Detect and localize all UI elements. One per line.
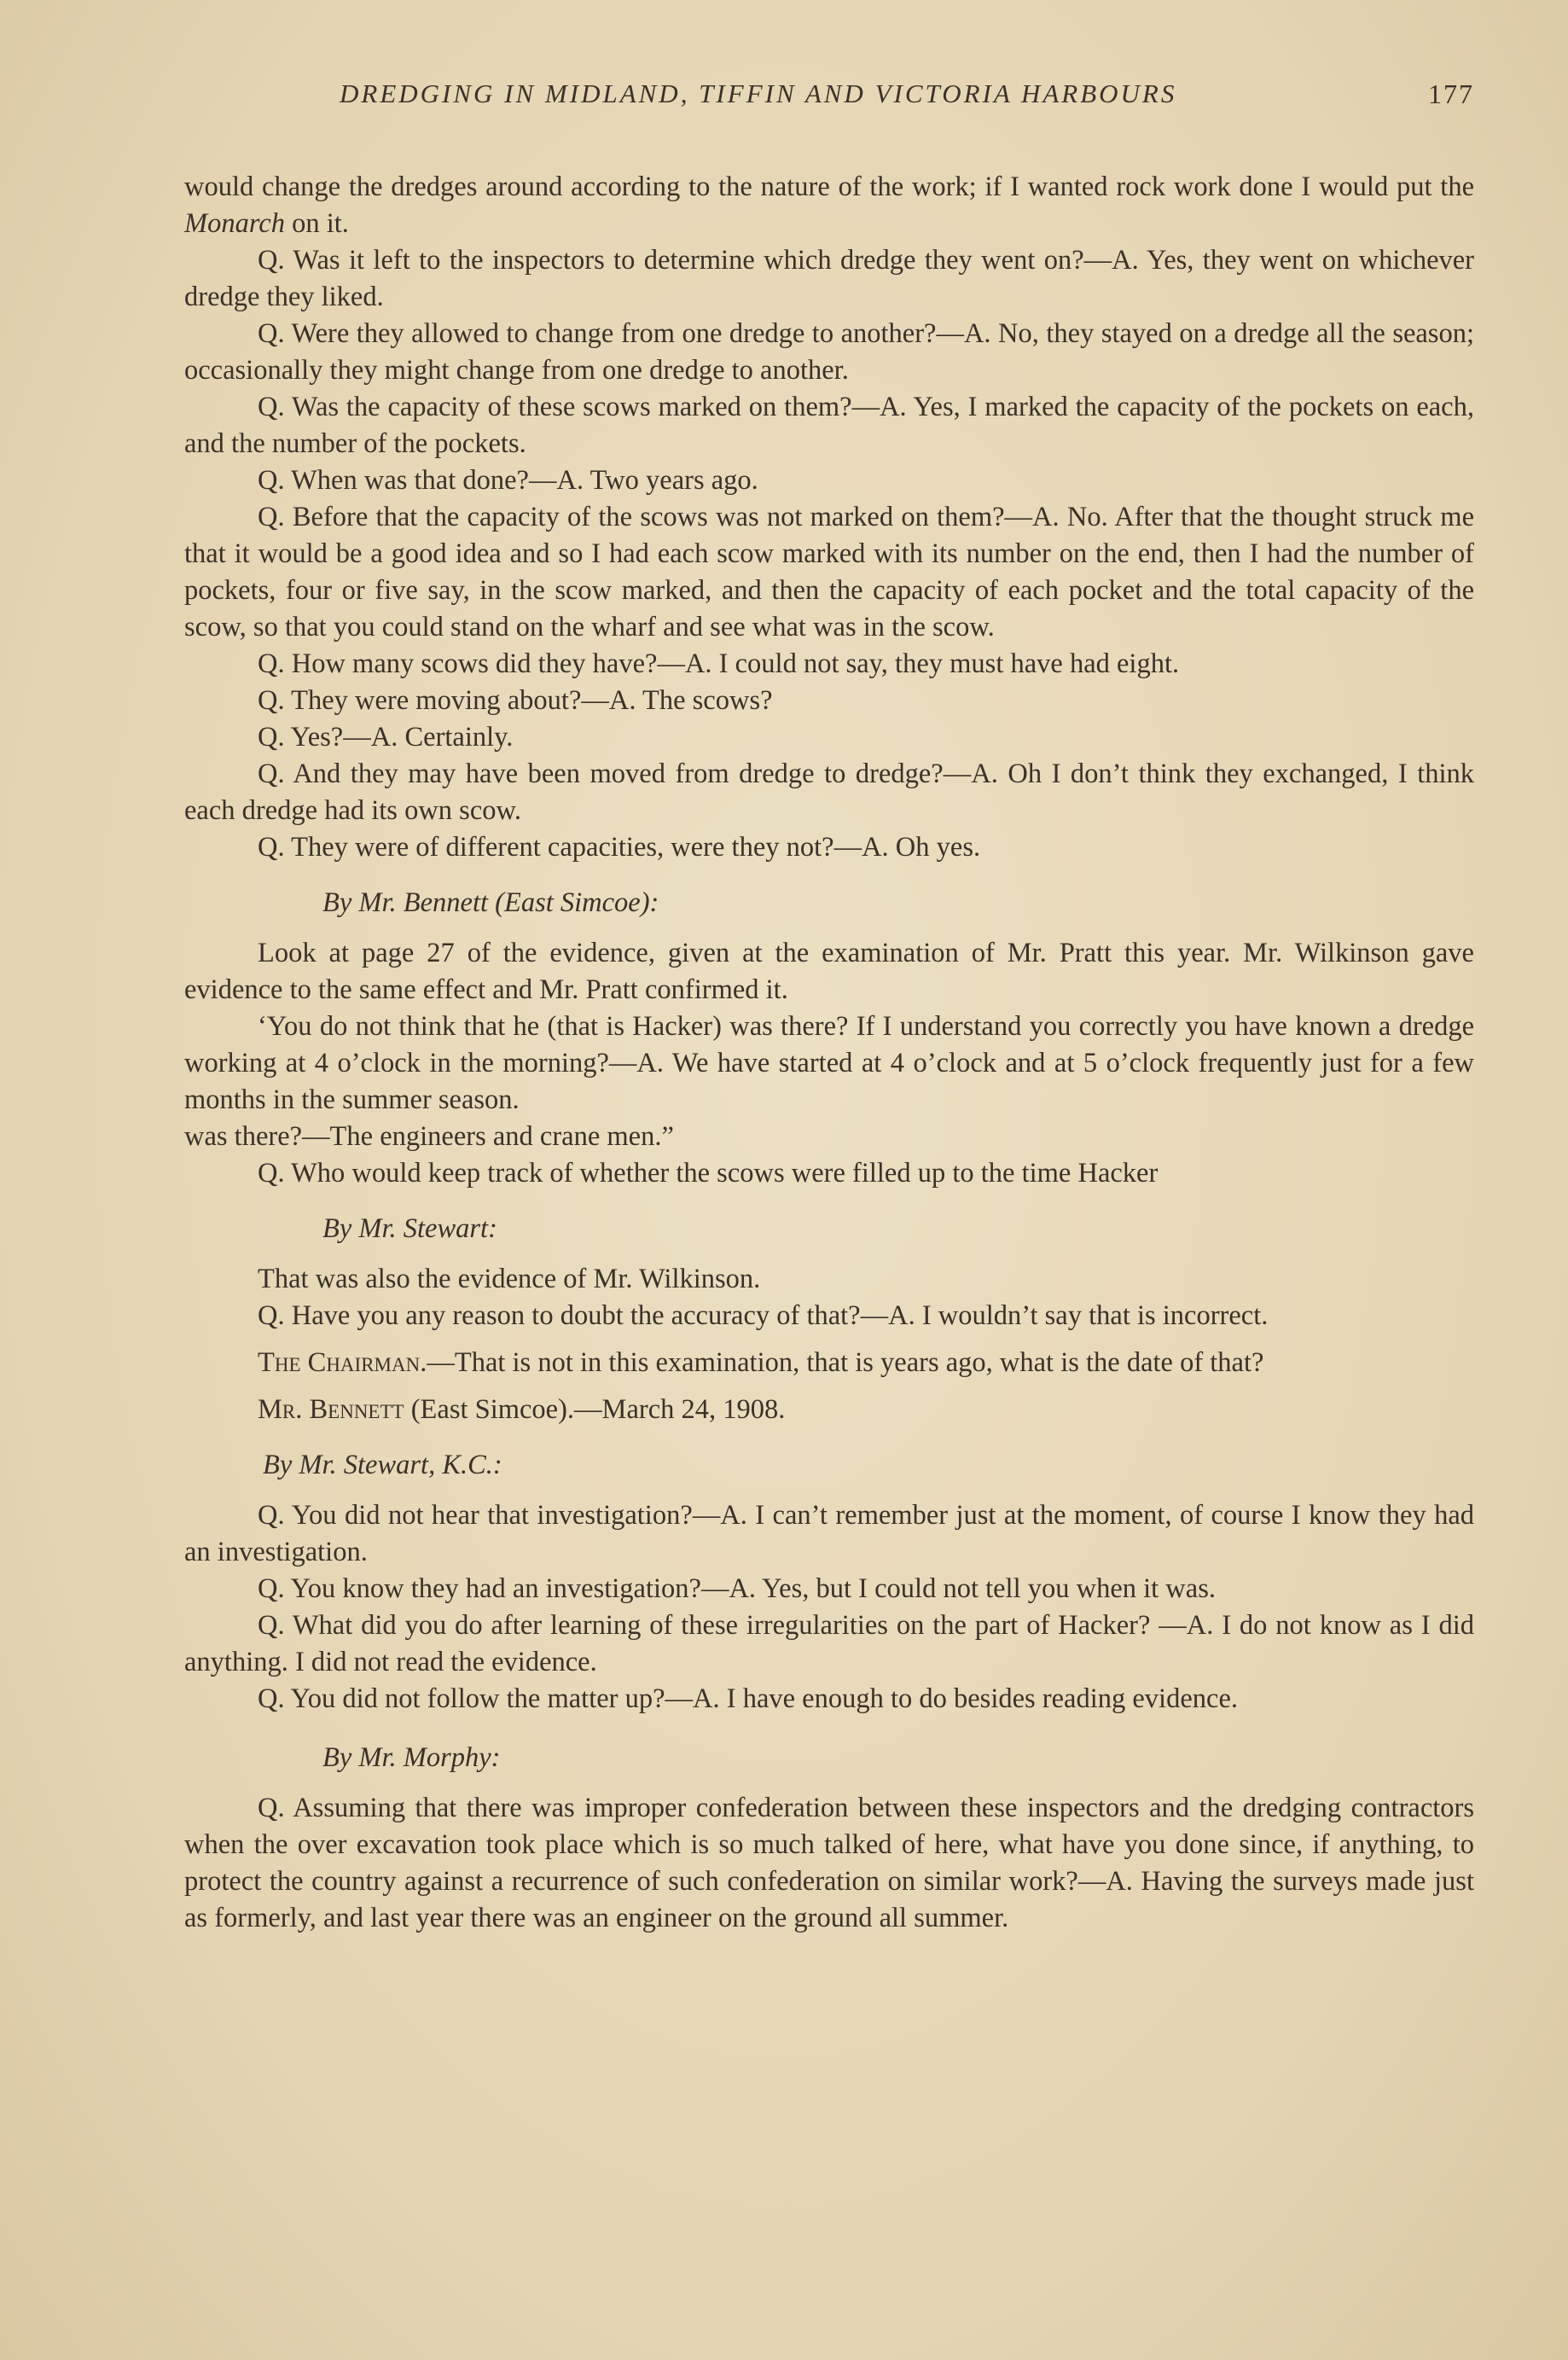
paragraph: Q. You know they had an investigation?—A. Yes, but I could not tell you when it was. bbox=[258, 1573, 1216, 1604]
paragraph: Q. When was that done?—A. Two years ago. bbox=[258, 465, 758, 496]
page-header bbox=[340, 78, 1474, 121]
paragraph bbox=[184, 1345, 1474, 1381]
paragraph: Look at page 27 of the evidence, given at the examination of Mr. Pratt this year. Mr. Wilkinson gave evidence to the same effect and Mr. Pratt confirmed it. bbox=[184, 938, 1474, 1005]
document-body bbox=[184, 169, 1474, 1937]
running-title: DREDGING IN MIDLAND, TIFFIN AND VICTORIA HARBOURS bbox=[340, 78, 1177, 108]
paragraph bbox=[184, 1392, 1474, 1428]
speaker-heading: By Mr. Bennett (East Simcoe): bbox=[322, 887, 659, 918]
paragraph: Q. You did not hear that investigation?—A. I can’t remember just at the moment, of course I know they had an investigation. bbox=[184, 1500, 1474, 1567]
speaker-name: The Chairman. bbox=[258, 1347, 427, 1378]
speaker-heading: By Mr. Morphy: bbox=[322, 1742, 501, 1773]
speaker-heading: By Mr. Stewart: bbox=[322, 1213, 497, 1244]
ship-name: Monarch bbox=[184, 208, 285, 239]
paragraph-text: on it. bbox=[284, 208, 349, 239]
paragraph bbox=[184, 169, 1474, 242]
paragraph: Q. You did not follow the matter up?—A. I have enough to do besides reading evidence. bbox=[258, 1683, 1238, 1714]
paragraph-text: would change the dredges around according to the nature of the work; if I wanted rock work done I would put the bbox=[184, 171, 1474, 202]
paragraph: Q. Before that the capacity of the scows was not marked on them?—A. No. After that the thought struck me that it would be a good idea and so I had each scow marked with its number on the end, then I had the number of pockets, four or five say, in the scow marked, and then the capacity of each pocket and the total capacity of the scow, so that you could stand on the wharf and see what was in the scow. bbox=[184, 502, 1474, 642]
paragraph-text: (East Simcoe).—March 24, 1908. bbox=[404, 1394, 786, 1425]
speaker-name: Mr. Bennett bbox=[258, 1394, 404, 1425]
paragraph: That was also the evidence of Mr. Wilkinson. bbox=[258, 1264, 761, 1294]
paragraph: Q. Was it left to the inspectors to determine which dredge they went on?—A. Yes, they went on whichever dredge they liked. bbox=[184, 245, 1474, 312]
speaker-heading: By Mr. Stewart, K.C.: bbox=[263, 1450, 502, 1480]
page-number: 177 bbox=[1428, 78, 1474, 109]
paragraph: ‘You do not think that he (that is Hacker) was there? If I understand you correctly you have known a dredge working at 4 o’clock in the morning?—A. We have started at 4 o’clock and at 5 o’clock frequently just for a few months in the summer season. bbox=[184, 1011, 1474, 1115]
paragraph: Q. They were of different capacities, were they not?—A. Oh yes. bbox=[258, 832, 981, 863]
paragraph: Q. Were they allowed to change from one dredge to another?—A. No, they stayed on a dredge all the season; occasionally they might change from one dredge to another. bbox=[184, 318, 1474, 386]
paragraph: Q. What did you do after learning of these irregularities on the part of Hacker? —A. I do not know as I did anything. I did not read the evidence. bbox=[184, 1610, 1474, 1677]
paragraph: Q. Yes?—A. Certainly. bbox=[258, 722, 514, 753]
paragraph: Q. Assuming that there was improper confederation between these inspectors and the dredging contractors when the over excavation took place which is so much talked of here, what have you done since, if anything, to protect the country against a recurrence of such confederation on similar work?—A. Having the surveys made just as formerly, and last year there was an engineer on the ground all summer. bbox=[184, 1793, 1474, 1933]
paragraph: Q. They were moving about?—A. The scows? bbox=[258, 685, 773, 716]
paragraph-text: —That is not in this examination, that is years ago, what is the date of that? bbox=[427, 1347, 1264, 1378]
paragraph: Q. And they may have been moved from dredge to dredge?—A. Oh I don’t think they exchanged, I think each dredge had its own scow. bbox=[184, 759, 1474, 826]
paragraph: Q. Have you any reason to doubt the accuracy of that?—A. I wouldn’t say that is incorrect. bbox=[258, 1300, 1269, 1331]
paragraph: Q. Who would keep track of whether the scows were filled up to the time Hacker bbox=[258, 1158, 1159, 1189]
paragraph: Q. Was the capacity of these scows marked on them?—A. Yes, I marked the capacity of the pockets on each, and the number of the pockets. bbox=[184, 392, 1474, 459]
paragraph: was there?—The engineers and crane men.” bbox=[184, 1121, 674, 1152]
paragraph: Q. How many scows did they have?—A. I could not say, they must have had eight. bbox=[258, 648, 1180, 679]
